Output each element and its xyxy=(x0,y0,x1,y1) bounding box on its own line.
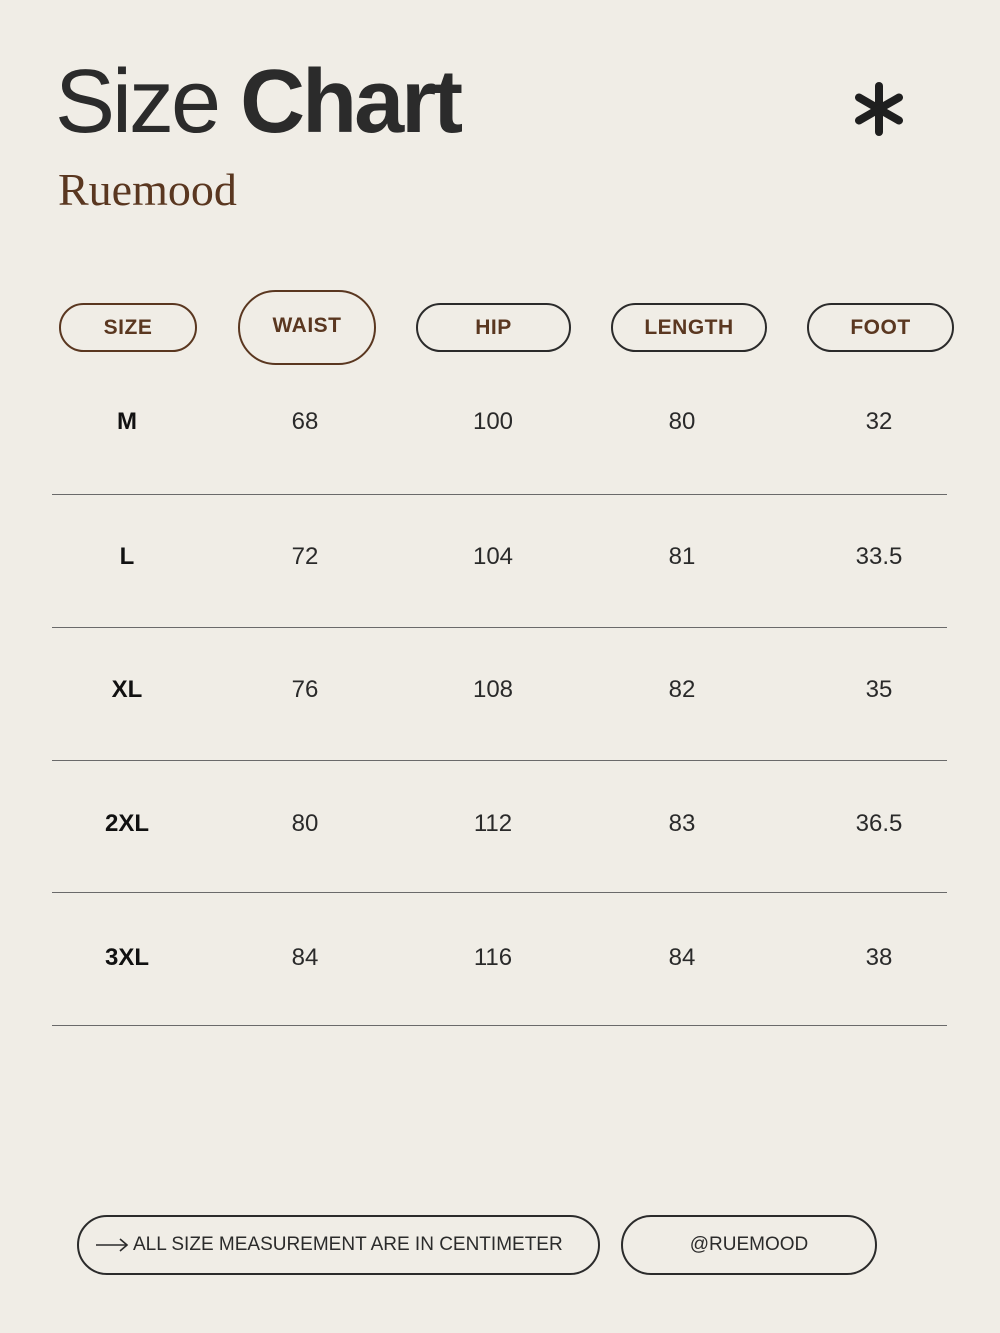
row-divider xyxy=(52,892,947,893)
row-divider xyxy=(52,760,947,761)
column-header-foot: FOOT xyxy=(807,303,954,352)
table-cell-length: 84 xyxy=(668,944,696,971)
table-cell-waist: 76 xyxy=(291,676,319,703)
column-header-size: SIZE xyxy=(59,303,197,352)
table-cell-length: 80 xyxy=(668,408,696,435)
arrow-right-icon xyxy=(95,1238,129,1252)
column-header-waist: WAIST xyxy=(238,290,376,365)
table-cell-length: 82 xyxy=(668,676,696,703)
table-cell-foot: 38 xyxy=(865,944,893,971)
title-light: Size xyxy=(55,52,219,152)
table-cell-hip: 100 xyxy=(472,408,514,435)
row-divider xyxy=(52,494,947,495)
page-title xyxy=(55,52,460,152)
table-cell-length: 81 xyxy=(668,543,696,570)
table-cell-hip: 104 xyxy=(472,543,514,570)
social-handle: @RUEMOOD xyxy=(621,1215,877,1275)
table-cell-length: 83 xyxy=(668,810,696,837)
title-bold: Chart xyxy=(240,52,461,152)
table-cell-foot: 32 xyxy=(865,408,893,435)
table-cell-hip: 108 xyxy=(472,676,514,703)
row-divider xyxy=(52,1025,947,1026)
row-divider xyxy=(52,627,947,628)
table-cell-waist: 80 xyxy=(291,810,319,837)
table-cell-waist: 84 xyxy=(291,944,319,971)
table-cell-size: 3XL xyxy=(104,944,149,971)
table-cell-foot: 33.5 xyxy=(855,543,903,570)
asterisk-icon xyxy=(848,78,910,140)
table-cell-size: M xyxy=(117,408,137,435)
measurement-note xyxy=(77,1215,600,1275)
brand-name: Ruemood xyxy=(58,164,237,215)
table-cell-waist: 72 xyxy=(291,543,319,570)
table-cell-foot: 35 xyxy=(865,676,893,703)
table-cell-hip: 116 xyxy=(473,944,513,971)
table-cell-waist: 68 xyxy=(291,408,319,435)
table-cell-size: L xyxy=(119,543,135,570)
column-header-length: LENGTH xyxy=(611,303,767,352)
measurement-note-text: ALL SIZE MEASUREMENT ARE IN CENTIMETER xyxy=(133,1234,563,1255)
table-cell-foot: 36.5 xyxy=(855,810,903,837)
table-cell-hip: 112 xyxy=(473,810,513,837)
table-cell-size: 2XL xyxy=(104,810,149,837)
column-header-hip: HIP xyxy=(416,303,571,352)
table-cell-size: XL xyxy=(111,676,143,703)
